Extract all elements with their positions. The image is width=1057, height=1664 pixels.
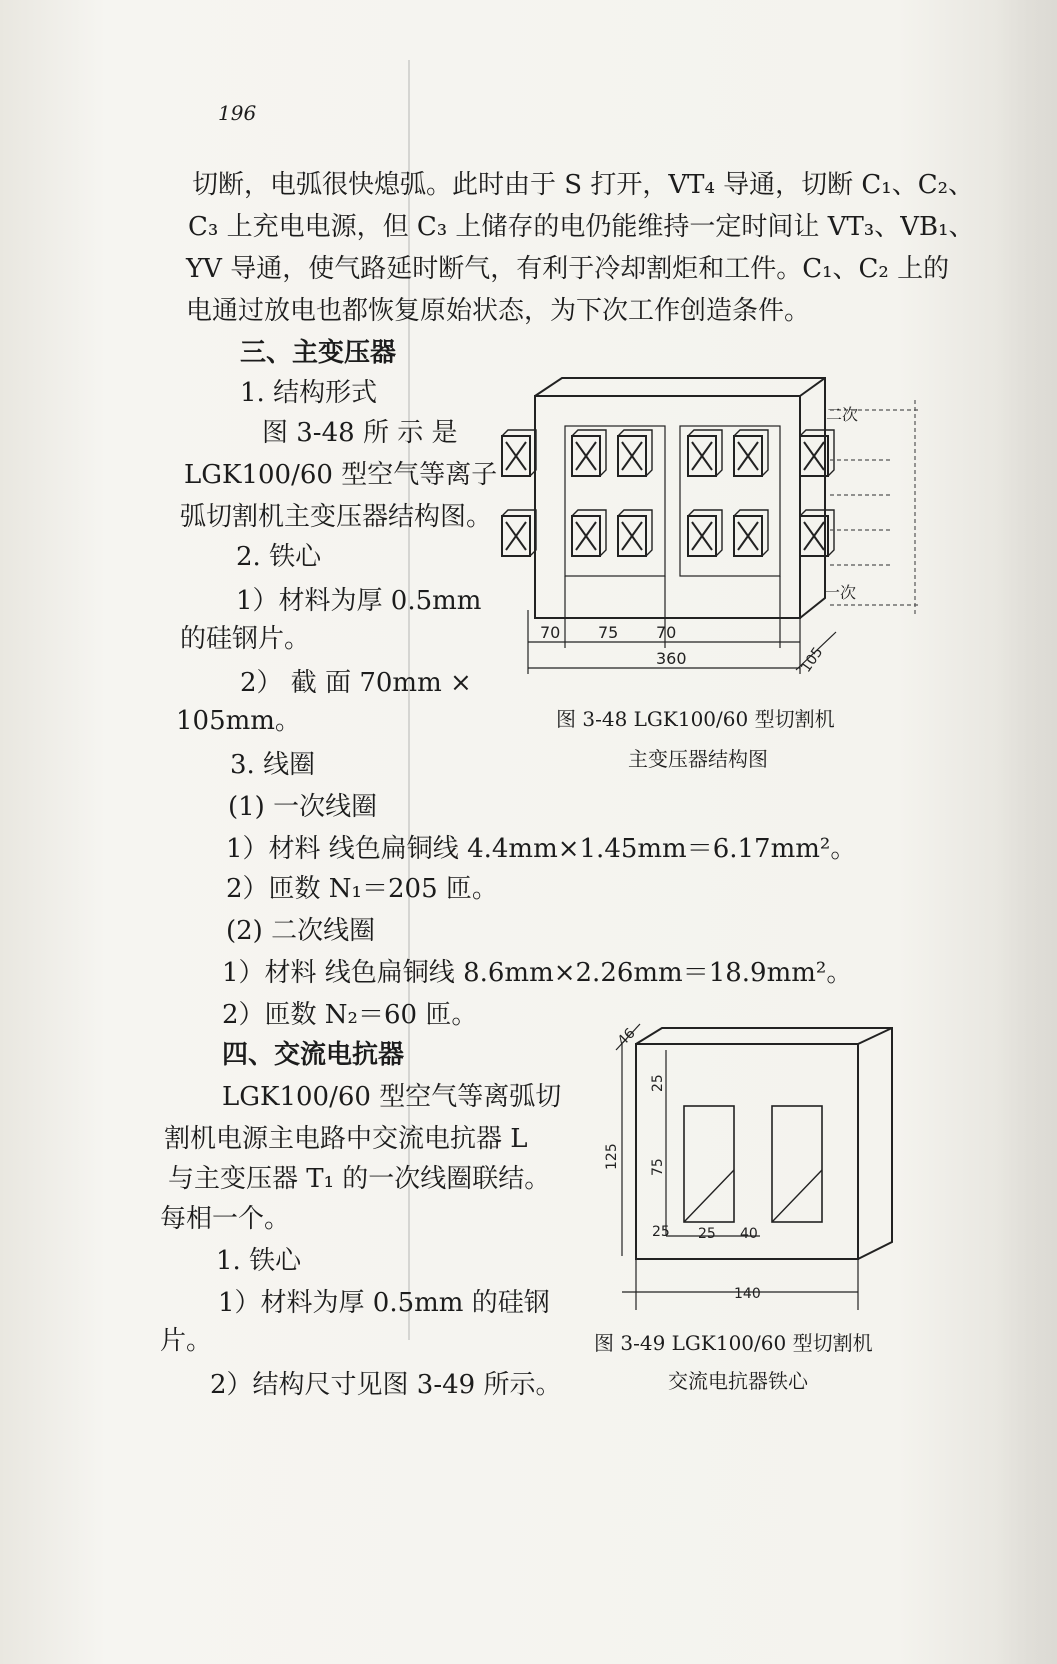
subheading: (2) 二次线圈 — [226, 916, 376, 946]
dim-75: 75 — [650, 1158, 666, 1176]
paragraph-line: 切断，电弧很快熄弧。此时由于 S 打开，VT₄ 导通，切断 C₁、C₂、 — [192, 170, 975, 200]
coil-box — [688, 430, 722, 476]
dim-125: 125 — [604, 1143, 620, 1170]
subheading: 2. 铁心 — [236, 542, 322, 572]
dim-75: 75 — [598, 623, 619, 642]
paragraph-line: 1）材料 线色扁铜线 4.4mm×1.45mm＝6.17mm²。 — [226, 834, 857, 864]
dim-105: 105 — [798, 644, 827, 676]
dim-25-b: 25 — [698, 1226, 716, 1242]
paragraph-line: 1）材料为厚 0.5mm — [236, 586, 482, 616]
dim-70-right: 70 — [656, 623, 677, 642]
label-secondary: 二次 — [826, 405, 859, 424]
section-heading: 三、主变压器 — [240, 338, 397, 368]
coil-box — [800, 510, 834, 556]
paragraph-line: 图 3-48 所 示 是 — [262, 418, 458, 448]
figure-caption: 主变压器结构图 — [628, 747, 768, 771]
subheading: 1. 结构形式 — [240, 378, 378, 408]
page-number: 196 — [218, 101, 257, 125]
reactor-core-diagram — [600, 1020, 910, 1320]
dim-140: 140 — [734, 1286, 761, 1302]
paragraph-line: LGK100/60 型空气等离弧切 — [222, 1082, 562, 1112]
coil-box — [572, 510, 606, 556]
core-front-face — [535, 396, 800, 618]
paragraph-line: 每相一个。 — [160, 1204, 291, 1234]
paragraph-line: LGK100/60 型空气等离子 — [184, 460, 498, 490]
paragraph-line: 的硅钢片。 — [180, 624, 311, 654]
paragraph-line: 1）材料为厚 0.5mm 的硅钢 — [218, 1288, 550, 1318]
paragraph-line: 与主变压器 T₁ 的一次线圈联结。 — [168, 1164, 551, 1194]
section-heading: 四、交流电抗器 — [222, 1040, 405, 1070]
subheading: 1. 铁心 — [216, 1246, 302, 1276]
dim-46: 46 — [614, 1025, 639, 1050]
figure-caption: 图 3-48 LGK100/60 型切割机 — [556, 707, 835, 731]
coil-box — [572, 430, 606, 476]
paragraph-line: 2）结构尺寸见图 3-49 所示。 — [210, 1370, 562, 1400]
paragraph-line: 2）匝数 N₁＝205 匝。 — [226, 874, 498, 904]
label-primary: 一次 — [824, 583, 857, 602]
coil-box — [618, 510, 652, 556]
paragraph-line: 1）材料 线色扁铜线 8.6mm×2.26mm＝18.9mm²。 — [222, 958, 853, 988]
coil-box — [502, 510, 536, 556]
dim-360: 360 — [656, 649, 687, 668]
subheading: 3. 线圈 — [230, 750, 316, 780]
coil-box — [734, 510, 768, 556]
paragraph-line: 电通过放电也都恢复原始状态，为下次工作创造条件。 — [186, 296, 811, 326]
dim-25-a: 25 — [652, 1224, 670, 1240]
coil-box — [618, 430, 652, 476]
dim-70-left: 70 — [540, 623, 561, 642]
paragraph-line: C₃ 上充电电源，但 C₃ 上储存的电仍能维持一定时间让 VT₃、VB₁、 — [188, 212, 975, 242]
paragraph-line: 2）匝数 N₂＝60 匝。 — [222, 1000, 478, 1030]
transformer-structure-diagram — [490, 370, 940, 690]
paragraph-line: 弧切割机主变压器结构图。 — [180, 502, 493, 532]
figure-caption: 交流电抗器铁心 — [668, 1369, 808, 1393]
paragraph-line: 2） 截 面 70mm × — [240, 668, 472, 698]
figure-caption: 图 3-49 LGK100/60 型切割机 — [594, 1331, 873, 1355]
coil-box — [688, 510, 722, 556]
paragraph-line: 片。 — [160, 1326, 213, 1356]
page-edge-shadow — [997, 0, 1057, 1664]
dim-25-top: 25 — [650, 1074, 666, 1092]
coil-box — [800, 430, 834, 476]
coil-box — [502, 430, 536, 476]
subheading: (1) 一次线圈 — [228, 792, 378, 822]
dim-40: 40 — [740, 1226, 758, 1242]
coil-box — [734, 430, 768, 476]
paragraph-line: YV 导通，使气路延时断气，有利于冷却割炬和工件。C₁、C₂ 上的 — [186, 254, 950, 284]
paragraph-line: 割机电源主电路中交流电抗器 L — [164, 1124, 528, 1154]
paragraph-line: 105mm。 — [176, 706, 301, 736]
